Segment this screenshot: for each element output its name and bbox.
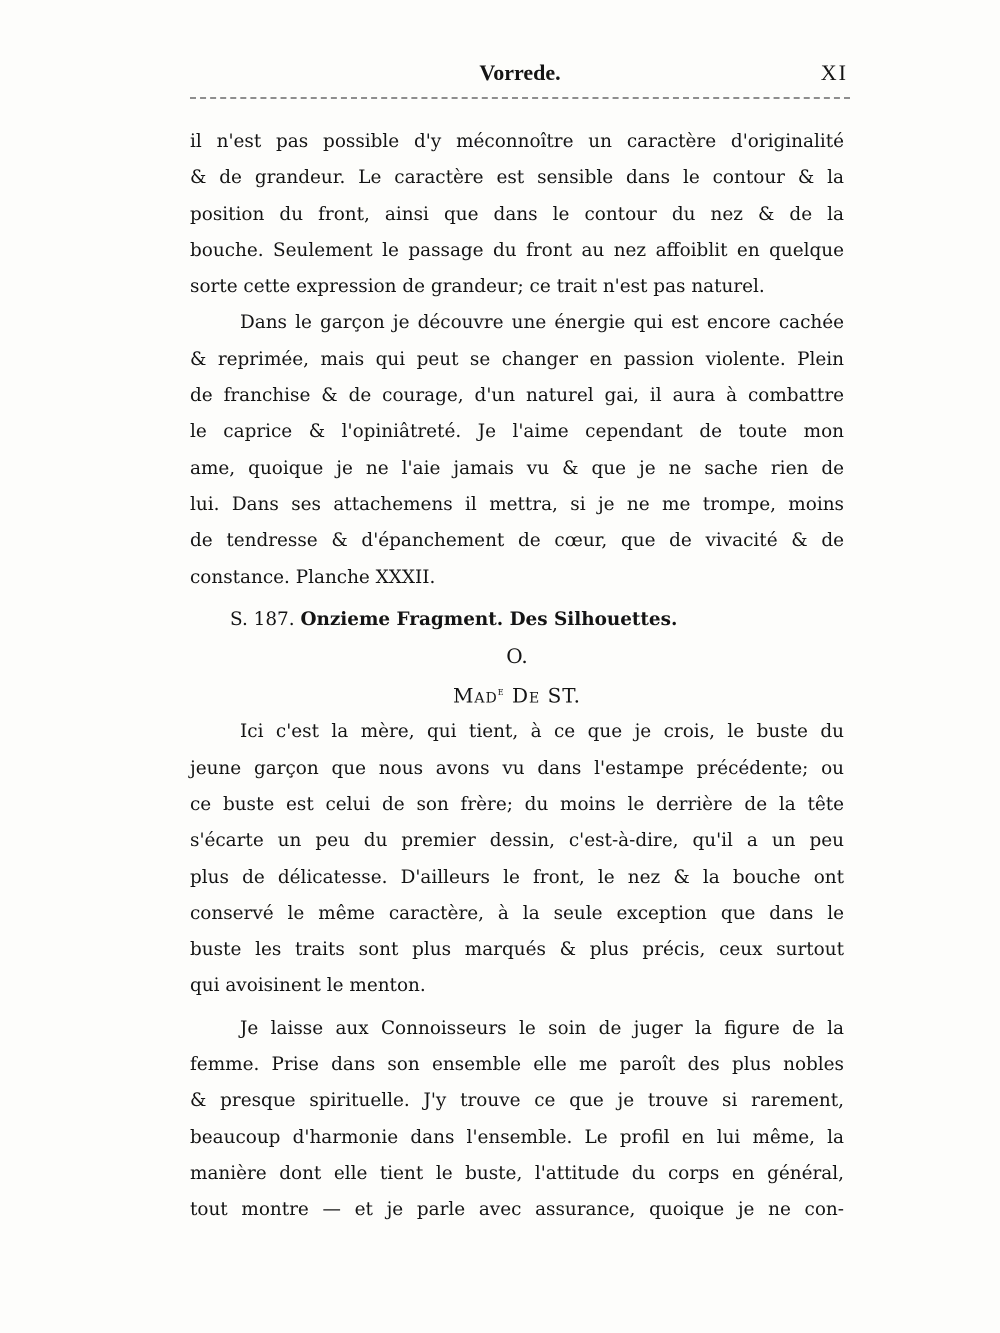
text-line: plus de délicatesse. D'ailleurs le front, le nez & la bouche ont <box>190 866 844 888</box>
text-line: femme. Prise dans son ensemble elle me paroît des plus nobles <box>190 1054 844 1076</box>
text-line: Dans le garçon je découvre une énergie qui est encore cachée <box>240 312 844 334</box>
text-line: ce buste est celui de son frère; du moins le derrière de la tête <box>190 794 844 815</box>
text-line: buste les traits sont plus marqués & plus précis, ceux surtout <box>190 939 844 961</box>
text-line: sorte cette expression de grandeur; ce trait n'est pas naturel. <box>190 276 765 298</box>
body-text <box>190 124 844 1229</box>
text-line: position du front, ainsi que dans le contour du nez & de la <box>190 203 844 225</box>
text-line: & reprimée, mais qui peut se changer en passion violente. Plein <box>190 348 844 370</box>
text-line: conservé le même caractère, à la seule exception que dans le <box>190 902 844 924</box>
text-line: de franchise & de courage, d'un naturel gai, il aura à combattre <box>190 385 844 407</box>
text-line: de tendresse & d'épanchement de cœur, que de vivacité & de <box>190 530 844 552</box>
section-heading <box>190 602 844 638</box>
text-line: ame, quoique je ne l'aie jamais vu & que je ne sache rien de <box>190 457 844 479</box>
portrait-name <box>190 674 844 714</box>
section-title: Onzieme Fragment. Des Silhouettes. <box>300 608 678 630</box>
text-line: lui. Dans ses attachemens il mettra, si je ne me trompe, moins <box>190 493 844 515</box>
text-line: tout montre — et je parle avec assurance, quoique je ne con- <box>190 1199 844 1221</box>
header-rule <box>190 97 850 99</box>
section-prefix: S. 187. <box>230 608 295 630</box>
name-superscript: e <box>497 685 505 699</box>
text-line: manière dont elle tient le buste, l'attitude du corps en général, <box>190 1162 844 1184</box>
text-line: & presque spirituelle. J'y trouve ce que je trouve si rarement, <box>190 1090 844 1112</box>
text-line: le caprice & l'opiniâtreté. Je l'aime cependant de toute mon <box>190 421 844 443</box>
text-line: Je laisse aux Connoisseurs le soin de juger la figure de la <box>240 1017 844 1039</box>
running-head <box>190 60 850 90</box>
text-line: constance. Planche XXXII. <box>190 566 436 588</box>
name-part-2: De ST. <box>511 684 582 709</box>
paragraph-1 <box>190 124 844 305</box>
text-line: s'écarte un peu du premier dessin, c'est-à-dire, qu'il a un peu <box>190 830 844 852</box>
plate-letter: O. <box>506 644 528 669</box>
text-line: & de grandeur. Le caractère est sensible dans le contour & la <box>190 167 844 189</box>
paragraph-4 <box>190 1011 844 1229</box>
paragraph-2 <box>190 305 844 595</box>
paragraph-3 <box>190 714 844 1004</box>
page-number: XI <box>820 60 848 85</box>
text-line: jeune garçon que nous avons vu dans l'estampe précédente; ou <box>190 757 844 779</box>
name-part-1: Mad <box>452 684 498 709</box>
running-title: Vorrede. <box>479 60 561 85</box>
text-line: bouche. Seulement le passage du front au nez affoiblit en quelque <box>190 239 844 261</box>
text-line: Ici c'est la mère, qui tient, à ce que je crois, le buste du <box>240 721 844 743</box>
text-line: il n'est pas possible d'y méconnoître un caractère d'originalité <box>190 131 844 152</box>
text-line: qui avoisinent le menton. <box>190 975 426 997</box>
text-line: beaucoup d'harmonie dans l'ensemble. Le profil en lui même, la <box>190 1126 844 1148</box>
